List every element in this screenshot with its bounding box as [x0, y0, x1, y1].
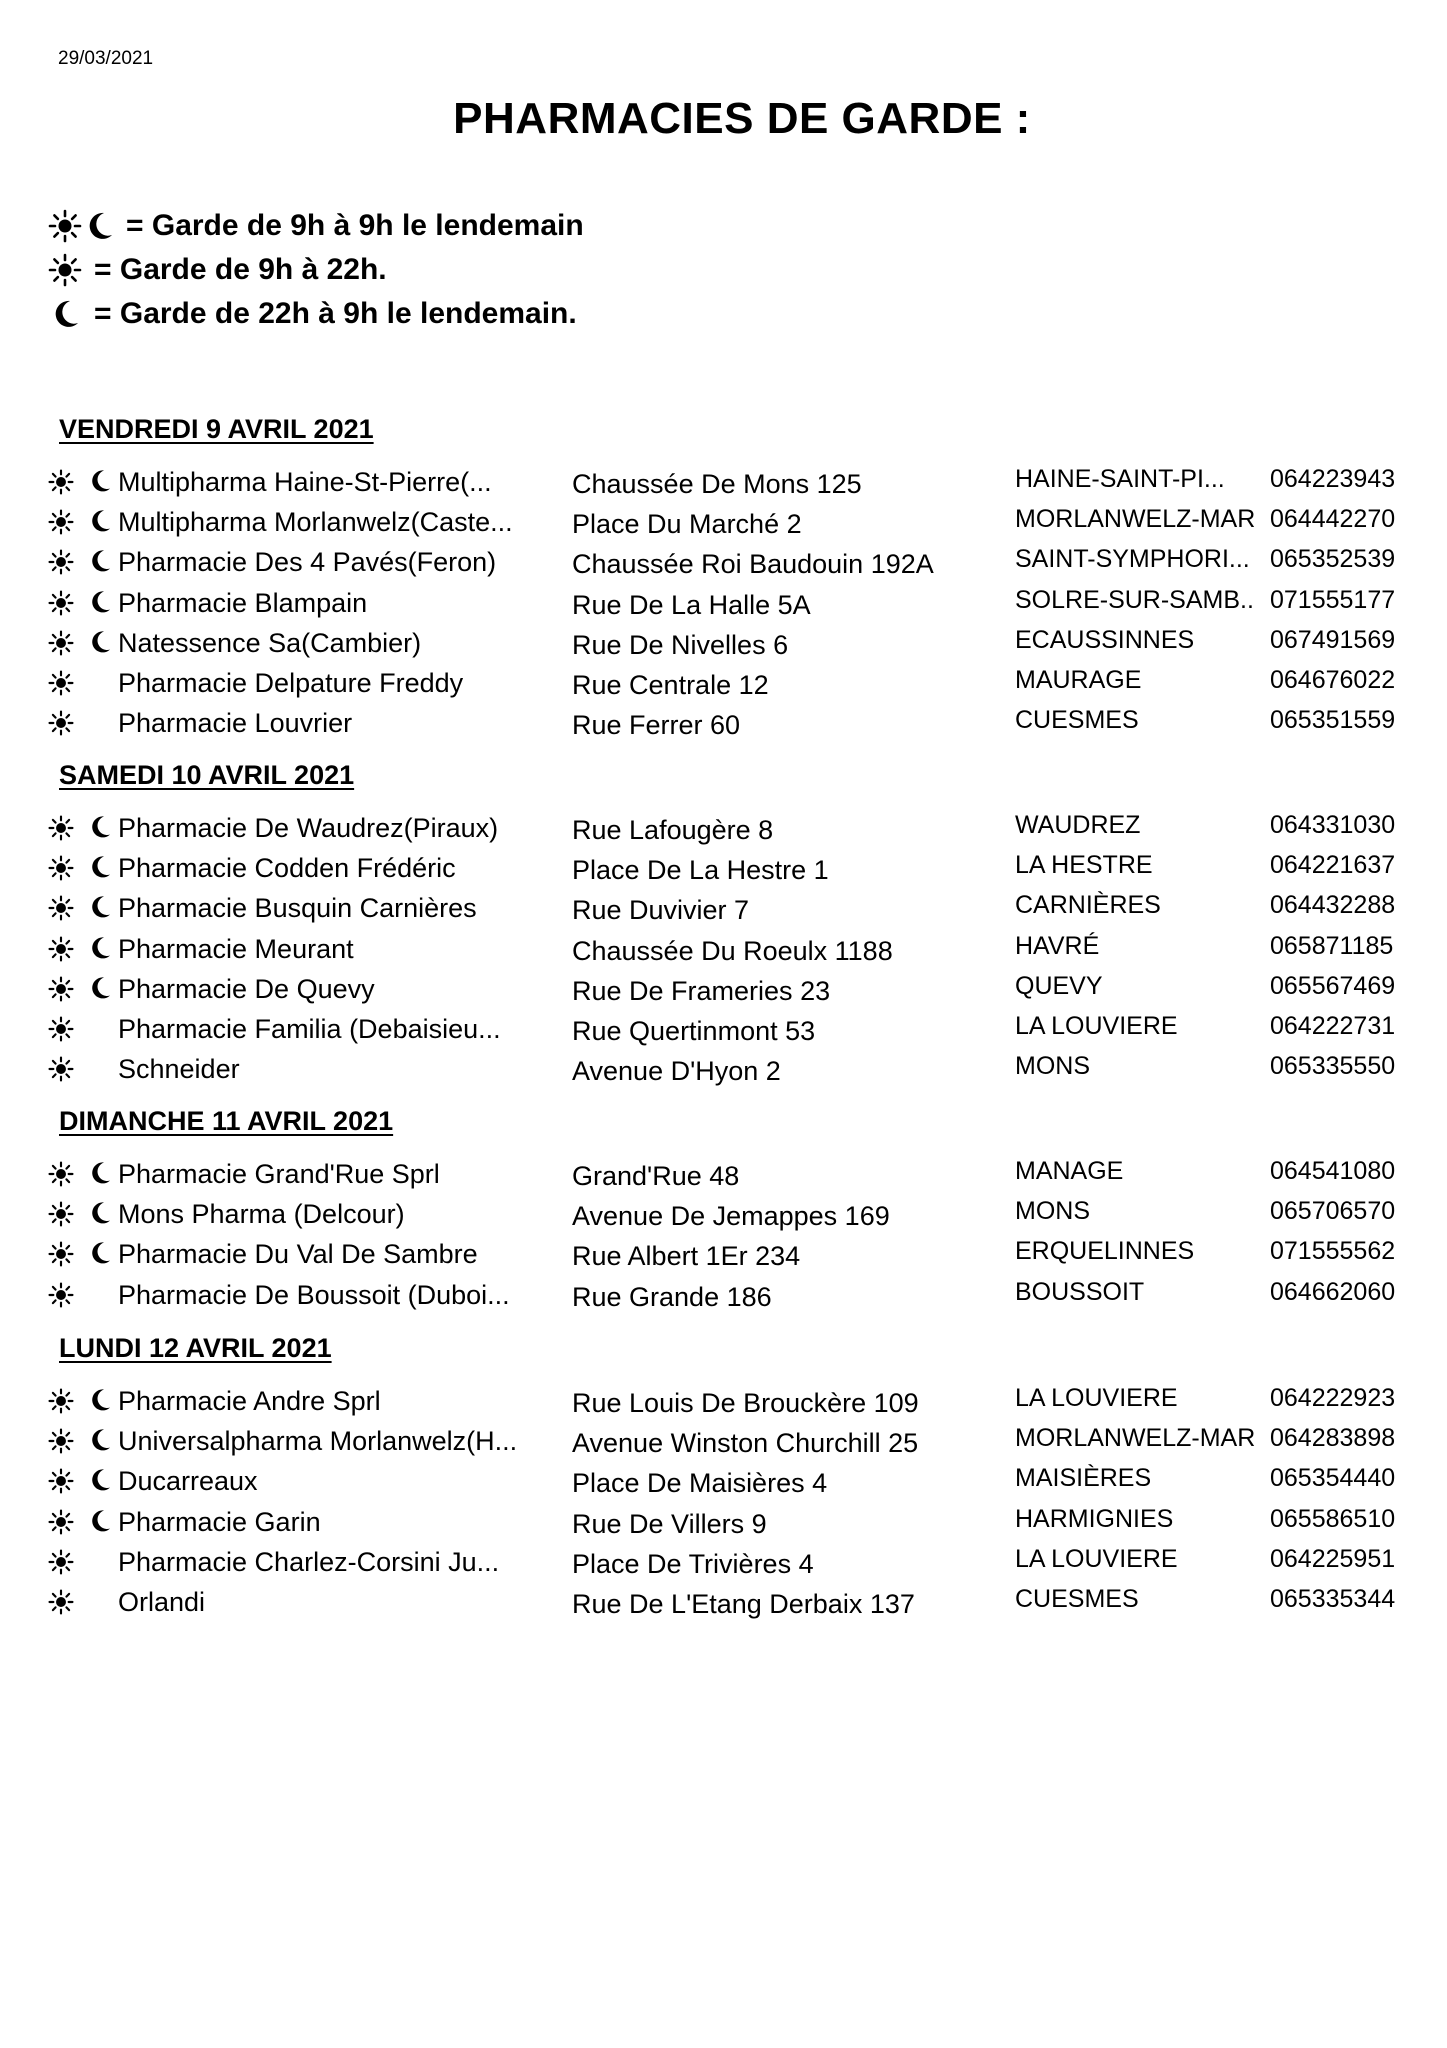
moon-icon	[91, 590, 111, 614]
pharmacy-row	[0, 930, 1447, 970]
pharmacy-address: Rue Centrale 12	[572, 670, 769, 700]
pharmacy-city: MORLANWELZ-MAR	[1015, 1424, 1256, 1453]
pharmacy-city: CUESMES	[1015, 1585, 1139, 1613]
pharmacy-name: Ducarreaux	[118, 1466, 258, 1497]
pharmacy-name: Pharmacie Codden Frédéric	[118, 853, 456, 884]
pharmacy-row	[0, 849, 1447, 889]
moon-icon	[91, 469, 111, 493]
pharmacy-city: HAINE-SAINT-PI...	[1015, 465, 1225, 493]
moon-icon	[91, 1161, 111, 1185]
pharmacy-row	[0, 463, 1447, 503]
pharmacy-phone: 064223943	[1270, 465, 1396, 493]
pharmacy-phone: 064442270	[1270, 505, 1396, 534]
pharmacy-name: Pharmacie Meurant	[118, 933, 354, 964]
pharmacy-row	[0, 1235, 1447, 1275]
pharmacy-address: Rue De La Halle 5A	[572, 589, 811, 620]
pharmacy-address: Place Du Marché 2	[572, 509, 802, 540]
pharmacy-row	[0, 1382, 1447, 1422]
moon-icon	[91, 1468, 111, 1492]
pharmacy-address: Rue Albert 1Er 234	[572, 1241, 801, 1272]
pharmacy-name: Pharmacie Andre Sprl	[118, 1386, 381, 1416]
sun-icon	[48, 1549, 74, 1575]
sun-icon	[48, 1056, 74, 1082]
pharmacy-row	[0, 1010, 1447, 1050]
sun-icon	[48, 1509, 74, 1535]
pharmacy-row	[0, 503, 1447, 543]
pharmacy-city: HAVRÉ	[1015, 931, 1100, 960]
pharmacy-phone: 064283898	[1270, 1424, 1396, 1453]
sun-icon	[48, 936, 74, 962]
sun-icon	[48, 549, 74, 575]
moon-icon	[91, 1509, 111, 1533]
sun-icon	[48, 710, 74, 736]
pharmacy-name: Pharmacie Charlez-Corsini Ju...	[118, 1546, 500, 1577]
pharmacy-address: Rue De Frameries 23	[572, 975, 831, 1006]
pharmacy-row	[0, 1195, 1447, 1235]
pharmacy-phone: 065706570	[1270, 1197, 1396, 1226]
pharmacy-phone: 064225951	[1270, 1544, 1396, 1573]
pharmacy-name: Mons Pharma (Delcour)	[118, 1199, 405, 1230]
pharmacy-phone: 065586510	[1270, 1504, 1396, 1533]
pharmacy-row	[0, 809, 1447, 849]
sun-icon	[48, 895, 74, 921]
pharmacy-phone: 064222923	[1270, 1384, 1396, 1412]
moon-icon	[91, 936, 111, 960]
pharmacy-address: Rue Lafougère 8	[572, 815, 774, 845]
moon-icon	[91, 976, 111, 1000]
pharmacy-city: MONS	[1015, 1052, 1090, 1081]
pharmacy-city: QUEVY	[1015, 971, 1103, 1000]
pharmacy-row	[0, 1503, 1447, 1543]
legend-row-day	[48, 248, 584, 292]
pharmacy-city: ECAUSSINNES	[1015, 625, 1195, 654]
pharmacy-phone: 064222731	[1270, 1012, 1396, 1040]
legend-text: = Garde de 9h à 22h.	[94, 253, 387, 286]
pharmacy-address: Avenue D'Hyon 2	[572, 1056, 781, 1087]
pharmacy-address: Rue Duvivier 7	[572, 895, 750, 926]
sun-icon	[48, 976, 74, 1002]
pharmacy-name: Pharmacie Familia (Debaisieu...	[118, 1014, 501, 1044]
pharmacy-row	[0, 1155, 1447, 1195]
legend	[48, 204, 584, 336]
sun-icon	[48, 1282, 74, 1308]
pharmacy-address: Avenue Winston Churchill 25	[572, 1428, 919, 1459]
pharmacy-city: SAINT-SYMPHORI...	[1015, 545, 1250, 574]
pharmacy-city: WAUDREZ	[1015, 811, 1141, 839]
pharmacy-name: Orlandi	[118, 1587, 206, 1617]
pharmacy-city: CARNIÈRES	[1015, 891, 1161, 920]
sun-icon	[48, 1589, 74, 1615]
sun-icon	[48, 630, 74, 656]
pharmacy-name: Pharmacie Busquin Carnières	[118, 893, 477, 924]
sun-icon	[48, 253, 82, 287]
moon-icon	[91, 895, 111, 919]
pharmacy-name: Multipharma Morlanwelz(Caste...	[118, 507, 513, 538]
moon-icon	[91, 855, 111, 879]
sun-icon	[48, 855, 74, 881]
pharmacy-row	[0, 543, 1447, 583]
pharmacy-phone: 064221637	[1270, 851, 1396, 880]
pharmacy-city: ERQUELINNES	[1015, 1237, 1195, 1266]
moon-icon	[91, 1201, 111, 1225]
page-title: PHARMACIES DE GARDE :	[453, 94, 1031, 143]
pharmacy-row	[0, 1462, 1447, 1502]
sun-icon	[48, 1241, 74, 1267]
moon-icon	[91, 1241, 111, 1265]
pharmacy-name: Natessence Sa(Cambier)	[118, 627, 422, 658]
pharmacy-city: MONS	[1015, 1197, 1090, 1226]
pharmacy-city: HARMIGNIES	[1015, 1504, 1174, 1533]
pharmacy-phone: 064432288	[1270, 891, 1396, 920]
pharmacy-row	[0, 1583, 1447, 1623]
moon-icon	[91, 815, 111, 839]
pharmacy-address: Rue Ferrer 60	[572, 710, 741, 741]
pharmacy-name: Schneider	[118, 1054, 240, 1085]
pharmacy-city: BOUSSOIT	[1015, 1277, 1145, 1306]
legend-row-day-night	[48, 204, 584, 248]
moon-icon	[91, 1388, 111, 1412]
pharmacy-name: Pharmacie Grand'Rue Sprl	[118, 1159, 440, 1189]
pharmacy-row	[0, 1422, 1447, 1462]
pharmacy-phone: 065871185	[1270, 931, 1394, 960]
pharmacy-name: Pharmacie Garin	[118, 1506, 321, 1537]
pharmacy-phone: 065335550	[1270, 1052, 1396, 1081]
pharmacy-address: Rue Quertinmont 53	[572, 1016, 816, 1046]
pharmacy-row	[0, 1276, 1447, 1316]
pharmacy-phone: 065335344	[1270, 1585, 1396, 1613]
pharmacy-name: Pharmacie De Waudrez(Piraux)	[118, 813, 499, 843]
day-title: VENDREDI 9 AVRIL 2021	[59, 414, 374, 444]
legend-text: = Garde de 22h à 9h le lendemain.	[94, 297, 577, 330]
sun-icon	[48, 1468, 74, 1494]
moon-icon	[91, 630, 111, 654]
pharmacy-address: Avenue De Jemappes 169	[572, 1201, 890, 1232]
pharmacy-city: MAISIÈRES	[1015, 1464, 1152, 1493]
pharmacy-address: Rue Louis De Brouckère 109	[572, 1388, 919, 1418]
pharmacy-phone: 065354440	[1270, 1464, 1396, 1493]
pharmacy-name: Pharmacie Louvrier	[118, 708, 353, 739]
moon-icon	[52, 299, 80, 329]
pharmacy-name: Pharmacie Delpature Freddy	[118, 668, 464, 698]
pharmacy-name: Universalpharma Morlanwelz(H...	[118, 1426, 518, 1457]
pharmacy-city: LA LOUVIERE	[1015, 1012, 1178, 1040]
pharmacy-row	[0, 970, 1447, 1010]
pharmacy-city: MORLANWELZ-MAR	[1015, 505, 1256, 534]
legend-text: = Garde de 9h à 9h le lendemain	[126, 209, 584, 242]
pharmacy-address: Grand'Rue 48	[572, 1161, 740, 1191]
pharmacy-name: Multipharma Haine-St-Pierre(...	[118, 467, 492, 497]
moon-icon	[91, 549, 111, 573]
day-title: LUNDI 12 AVRIL 2021	[59, 1333, 332, 1363]
pharmacy-phone: 064676022	[1270, 666, 1396, 694]
sun-icon	[48, 209, 82, 243]
pharmacy-address: Place De La Hestre 1	[572, 855, 829, 886]
moon-icon	[91, 509, 111, 533]
sun-icon	[48, 1388, 74, 1414]
pharmacy-city: SOLRE-SUR-SAMB..	[1015, 585, 1254, 614]
pharmacy-city: LA LOUVIERE	[1015, 1384, 1178, 1412]
sun-icon	[48, 590, 74, 616]
sun-icon	[48, 509, 74, 535]
sun-icon	[48, 815, 74, 841]
pharmacy-city: CUESMES	[1015, 706, 1139, 735]
sun-icon	[48, 1016, 74, 1042]
pharmacy-city: LA HESTRE	[1015, 851, 1153, 880]
pharmacy-phone: 065352539	[1270, 545, 1396, 574]
pharmacy-phone: 064331030	[1270, 811, 1396, 839]
pharmacy-address: Chaussée Roi Baudouin 192A	[572, 549, 934, 580]
pharmacy-phone: 065351559	[1270, 706, 1396, 735]
pharmacy-row	[0, 1543, 1447, 1583]
pharmacy-name: Pharmacie Blampain	[118, 587, 368, 618]
pharmacy-phone: 071555177	[1270, 585, 1396, 614]
pharmacy-address: Chaussée De Mons 125	[572, 469, 862, 499]
pharmacy-name: Pharmacie Du Val De Sambre	[118, 1239, 478, 1270]
moon-icon	[86, 211, 114, 241]
pharmacy-address: Place De Trivières 4	[572, 1548, 814, 1579]
pharmacy-row	[0, 889, 1447, 929]
pharmacy-address: Rue De Nivelles 6	[572, 629, 789, 660]
sun-icon	[48, 1201, 74, 1227]
pharmacy-row	[0, 1050, 1447, 1090]
pharmacy-name: Pharmacie De Quevy	[118, 973, 375, 1004]
day-title: SAMEDI 10 AVRIL 2021	[59, 760, 355, 790]
legend-row-night	[48, 292, 584, 336]
day-title: DIMANCHE 11 AVRIL 2021	[59, 1106, 394, 1136]
pharmacy-row	[0, 664, 1447, 704]
pharmacy-address: Place De Maisières 4	[572, 1468, 828, 1499]
pharmacy-row	[0, 704, 1447, 744]
sun-icon	[48, 670, 74, 696]
sun-icon	[48, 1161, 74, 1187]
document-date: 29/03/2021	[58, 48, 154, 69]
pharmacy-phone: 067491569	[1270, 625, 1396, 654]
moon-icon	[91, 1428, 111, 1452]
pharmacy-address: Rue De Villers 9	[572, 1508, 767, 1539]
pharmacy-phone: 064541080	[1270, 1157, 1396, 1185]
sun-icon	[48, 469, 74, 495]
pharmacy-phone: 071555562	[1270, 1237, 1396, 1266]
pharmacy-address: Rue De L'Etang Derbaix 137	[572, 1589, 915, 1619]
pharmacy-row	[0, 584, 1447, 624]
pharmacy-address: Rue Grande 186	[572, 1281, 772, 1312]
pharmacy-city: LA LOUVIERE	[1015, 1544, 1178, 1573]
pharmacy-address: Chaussée Du Roeulx 1188	[572, 935, 893, 966]
pharmacy-name: Pharmacie Des 4 Pavés(Feron)	[118, 547, 497, 578]
pharmacy-phone: 064662060	[1270, 1277, 1396, 1306]
pharmacy-name: Pharmacie De Boussoit (Duboi...	[118, 1279, 510, 1310]
pharmacy-row	[0, 624, 1447, 664]
pharmacy-city: MANAGE	[1015, 1157, 1124, 1185]
sun-icon	[48, 1428, 74, 1454]
pharmacy-phone: 065567469	[1270, 971, 1396, 1000]
pharmacy-city: MAURAGE	[1015, 666, 1142, 694]
